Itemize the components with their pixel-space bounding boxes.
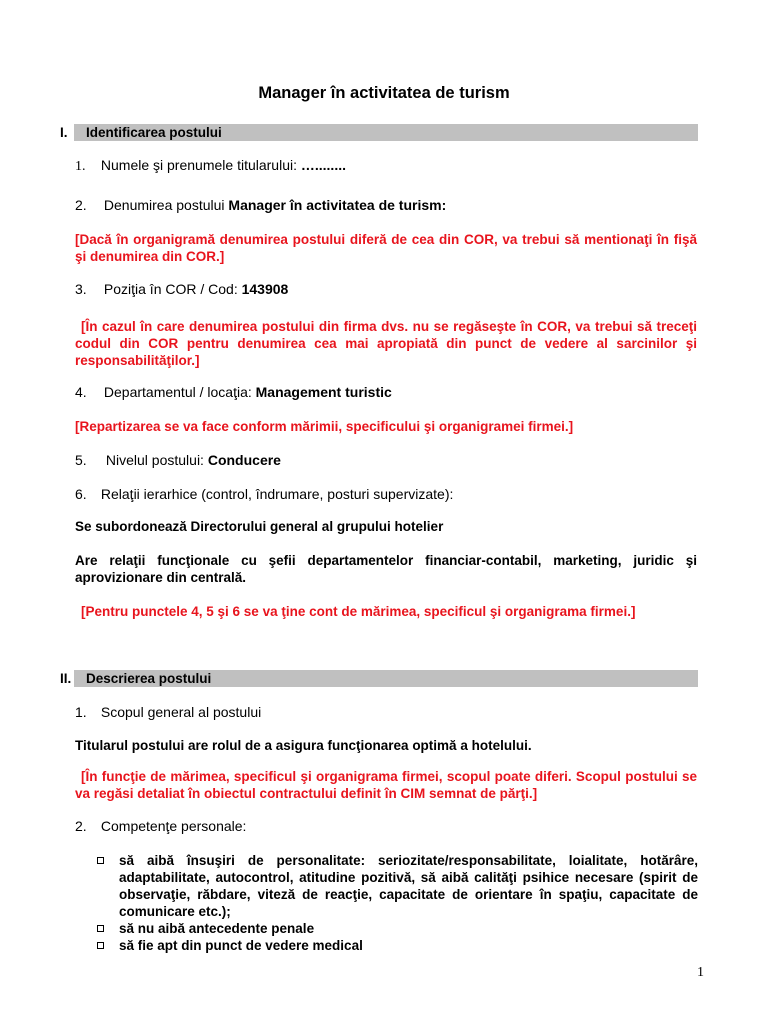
item-label: Nivelul postului:	[105, 452, 204, 468]
list-item-text: să aibă însuşiri de personalitate: seriozitate/responsabilitate, loialitate, hotărâre, adaptabilitate, autocontrol, atitudine pozitivă, să aibă calităţi psihice necesare (spirit de observaţie, răbdare, viteză de reacţie, capacitate de orientare în spaţiu, capacitate de comunicare etc.);	[119, 853, 698, 919]
item-label: Departamentul / locaţia:	[103, 384, 252, 400]
list-item	[94, 852, 698, 920]
item-label: Numele şi prenumele titularului:	[100, 157, 297, 173]
list-item-text: să nu aibă antecedente penale	[119, 921, 315, 936]
item-value: …........	[300, 157, 346, 173]
note-scop: [În funcţie de mărimea, specificul şi organigrama firmei, scopul poate diferi. Scopul postului se va regăsi detaliat în obiectul contractului definit în CIM semnat de părţi.]	[75, 769, 697, 801]
item-value: Manager în activitatea de turism:	[228, 197, 447, 213]
list-item	[94, 920, 698, 937]
item-number: 5.	[75, 452, 87, 468]
document-title: Manager în activitatea de turism	[258, 84, 510, 102]
item-value: Management turistic	[255, 384, 392, 400]
scop-text: Titularul postului are rolul de a asigura funcţionarea optimă a hotelului.	[75, 738, 532, 753]
item-5	[75, 452, 281, 469]
section-heading-2	[60, 670, 211, 687]
item-4	[75, 384, 392, 401]
page-number: 1	[697, 965, 704, 980]
square-bullet-icon	[97, 942, 104, 949]
section-title: Descrierea postului	[86, 671, 212, 686]
square-bullet-icon	[97, 857, 104, 864]
section-title: Identificarea postului	[86, 125, 222, 140]
item-6	[75, 486, 453, 503]
item-label: Relaţii ierarhice (control, îndrumare, posturi supervizate):	[100, 486, 454, 502]
section-number: II.	[60, 671, 72, 686]
item-scop	[75, 704, 261, 721]
item-value: Conducere	[207, 452, 281, 468]
square-bullet-icon	[97, 925, 104, 932]
note-repartizare: [Repartizarea se va face conform mărimii, specificului şi organigramei firmei.]	[75, 419, 574, 434]
section-number: I.	[60, 125, 68, 140]
item-number: 4.	[75, 384, 87, 400]
list-item-text: să fie apt din punct de vedere medical	[119, 938, 363, 953]
item-label: Poziţia în COR / Cod:	[103, 281, 238, 297]
item-2	[75, 197, 446, 214]
item-number: 1.	[75, 159, 86, 174]
section-heading-1	[60, 124, 222, 141]
item-3	[75, 281, 288, 298]
item-number: 2.	[75, 818, 87, 834]
item-value: 143908	[241, 281, 289, 297]
relatii-text: Are relaţii funcţionale cu şefii departamentelor financiar-contabil, marketing, juridic şi aprovizionare din centrală.	[75, 553, 697, 585]
note-firma: [În cazul în care denumirea postului din firma dvs. nu se regăseşte în COR, va trebui să treceţi codul din COR pentru denumirea cea mai apropiată din punct de vedere al sarcinilor şi responsabilităţilor.]	[75, 319, 697, 368]
item-competente	[75, 818, 246, 835]
note-cor: [Dacă în organigramă denumirea postului diferă de cea din COR, va trebui să mentionaţi în fişă şi denumirea din COR.]	[75, 232, 697, 264]
note-puncte: [Pentru punctele 4, 5 şi 6 se va ţine cont de mărimea, specificul şi organigrama firmei.]	[81, 604, 636, 619]
item-label: Denumirea postului	[103, 197, 225, 213]
item-number: 1.	[75, 704, 87, 720]
subordonare-text: Se subordonează Directorului general al grupului hotelier	[75, 519, 444, 534]
item-label: Competenţe personale:	[100, 818, 247, 834]
list-item	[94, 937, 698, 954]
item-number: 2.	[75, 197, 87, 213]
item-label: Scopul general al postului	[100, 704, 262, 720]
item-number: 3.	[75, 281, 87, 297]
item-1	[75, 157, 346, 175]
competente-list	[94, 852, 698, 954]
item-number: 6.	[75, 486, 87, 502]
